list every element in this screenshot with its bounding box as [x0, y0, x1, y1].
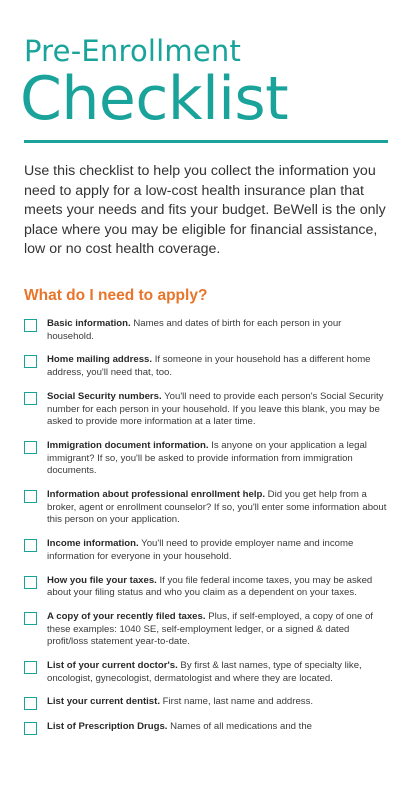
- checklist-item-text: [47, 538, 388, 563]
- checklist-item-title: Social Security numbers.: [47, 390, 162, 402]
- checkbox[interactable]: [24, 661, 37, 674]
- checklist-item-body: Names and dates of birth for each person in your household.: [47, 318, 342, 342]
- checklist-item-title: Basic information.: [47, 318, 131, 329]
- checklist-item-body: Plus, if self-employed, a copy of one of these examples: 1040 SE, self-employment ledger, or a signed & dated profit/loss statement year-to-date.: [47, 610, 373, 648]
- checklist-item-text: [47, 489, 388, 527]
- checkbox[interactable]: [24, 576, 37, 589]
- intro-paragraph: Use this checklist to help you collect the information you need to apply for a low-cost health insurance plan that meets your needs and fits your budget. BeWell is the only place where you may be eligible for financial assistance, low or no cost health coverage.: [24, 163, 386, 257]
- checkbox[interactable]: [24, 612, 37, 625]
- checklist-item-body: Did you get help from a broker, agent or enrollment counselor? If so, you'll enter some information about this person on your application.: [47, 489, 387, 526]
- checklist-item-text: [47, 660, 388, 685]
- checkbox[interactable]: [24, 722, 37, 735]
- checklist-item-body: Names of all medications and the: [167, 721, 312, 733]
- checklist-item-body: You'll need to provide each person's Social Security number for each person in your household. If you leave this blank, you may be asked to provide more information at a later time.: [47, 390, 384, 428]
- checklist-item-title: A copy of your recently filed taxes.: [47, 610, 206, 622]
- checklist-item-text: [47, 696, 313, 709]
- checklist-item-text: [47, 440, 388, 478]
- section-heading: What do I need to apply?: [24, 287, 208, 304]
- checkbox[interactable]: [24, 319, 37, 332]
- checkbox[interactable]: [24, 490, 37, 503]
- checklist-item-body: You'll need to provide employer name and income information for everyone in your household.: [47, 538, 354, 562]
- checkbox[interactable]: [24, 441, 37, 454]
- checklist-item-text: [47, 391, 388, 429]
- checklist-item: [24, 391, 388, 429]
- checklist-item: [24, 660, 388, 685]
- checkbox[interactable]: [24, 697, 37, 710]
- checklist-item-text: [47, 575, 388, 600]
- checklist-item: [24, 611, 388, 649]
- checklist-item: [24, 318, 388, 343]
- checklist-item: [24, 489, 388, 527]
- checklist-item-text: [47, 611, 388, 649]
- checklist-item-title: Immigration document information.: [47, 439, 209, 451]
- page-subtitle: Pre-Enrollment: [24, 34, 242, 68]
- checklist-item-title: List of your current doctor's.: [47, 660, 178, 672]
- checklist-item: [24, 721, 388, 735]
- checklist-item-body: If someone in your household has a different home address, you'll need that, too.: [47, 354, 371, 379]
- checklist-item-title: Income information.: [47, 538, 139, 550]
- page-title: Checklist: [20, 64, 289, 134]
- checklist: [24, 318, 388, 746]
- checkbox[interactable]: [24, 355, 37, 368]
- checklist-item-title: How you file your taxes.: [47, 574, 157, 586]
- checklist-item-body: First name, last name and address.: [160, 696, 314, 708]
- checklist-item: [24, 440, 388, 478]
- checklist-item: [24, 538, 388, 563]
- title-divider: [24, 140, 388, 143]
- checkbox[interactable]: [24, 539, 37, 552]
- checklist-item-text: [47, 354, 388, 379]
- checkbox[interactable]: [24, 392, 37, 405]
- checklist-item-title: List your current dentist.: [47, 696, 161, 708]
- checklist-item-text: [47, 721, 312, 734]
- checklist-item: [24, 354, 388, 379]
- checklist-item-title: List of Prescription Drugs.: [47, 721, 168, 733]
- checklist-item-body: By first & last names, type of specialty like, oncologist, gynecologist, dermatologist and where they are located.: [47, 660, 362, 684]
- checklist-item-title: Information about professional enrollment help.: [47, 489, 266, 501]
- checklist-item-title: Home mailing address.: [47, 354, 153, 366]
- checklist-item: [24, 575, 388, 600]
- checklist-item-text: [47, 318, 388, 343]
- checklist-item-body: If you file federal income taxes, you may be asked about your filing status and who you claim as a dependent on your taxes.: [47, 574, 373, 599]
- checklist-item: [24, 696, 388, 710]
- checklist-item-body: Is anyone on your application a legal immigrant? If so, you'll be asked to provide information from immigration documents.: [47, 439, 367, 477]
